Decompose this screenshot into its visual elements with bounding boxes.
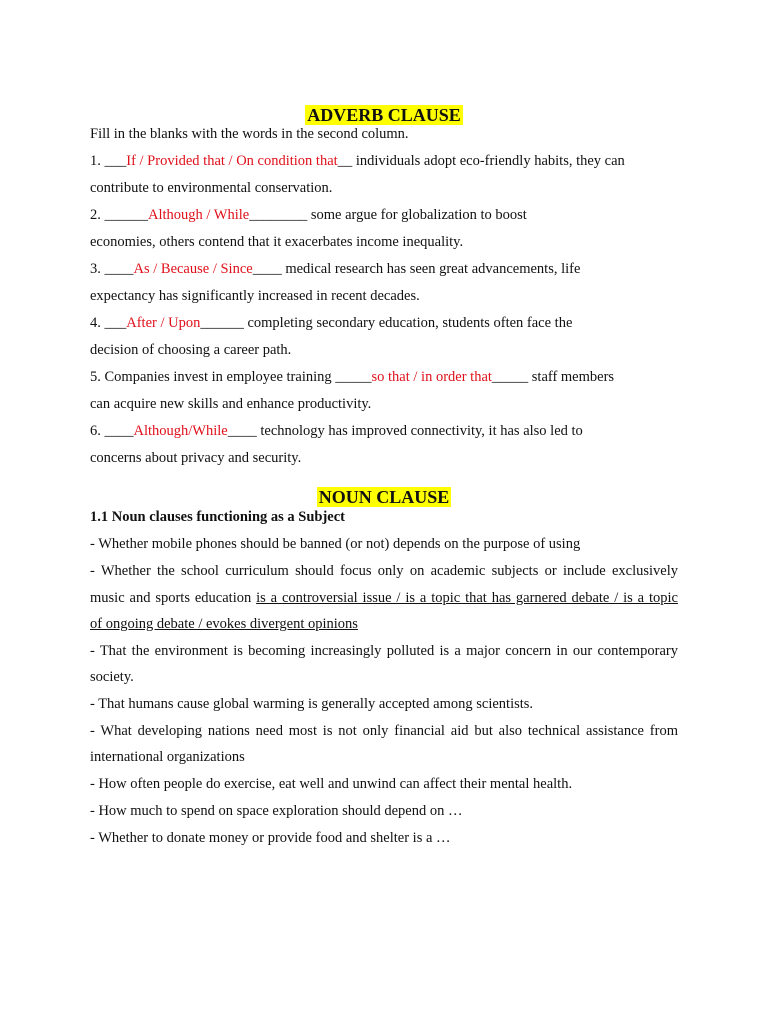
noun-example-1: - Whether mobile phones should be banned (or not) depends on the purpose of using xyxy=(90,536,581,552)
noun-example-2-cont: music and sports education is a controversial issue / is a topic that has garnered debate / is a topic xyxy=(90,590,678,606)
noun-example-5: - What developing nations need most is not only financial aid but also technical assistance from xyxy=(90,723,678,739)
noun-example-2: - Whether the school curriculum should focus only on academic subjects or include exclusively xyxy=(90,563,678,579)
noun-example-7: - How much to spend on space exploration should depend on … xyxy=(90,803,463,819)
noun-clause-heading: NOUN CLAUSE xyxy=(318,487,450,507)
answer-3: As / Because / Since xyxy=(133,261,253,277)
answer-6: Although/While xyxy=(133,423,228,439)
answer-2: Although / While xyxy=(148,207,250,223)
exercise-item-2: 2. ______Although / While________ some argue for globalization to boost xyxy=(90,207,527,223)
subject-subheading: 1.1 Noun clauses functioning as a Subject xyxy=(90,509,345,525)
exercise-item-4-cont: decision of choosing a career path. xyxy=(90,342,292,358)
answer-4: After / Upon xyxy=(126,315,201,331)
exercise-item-6-cont: concerns about privacy and security. xyxy=(90,450,302,466)
exercise-item-6: 6. ____Although/While____ technology has improved connectivity, it has also led to xyxy=(90,423,583,439)
exercise-item-5: 5. Companies invest in employee training _____so that / in order that_____ staff members xyxy=(90,369,615,385)
noun-example-8: - Whether to donate money or provide food and shelter is a … xyxy=(90,830,451,846)
exercise-item-3: 3. ____As / Because / Since____ medical research has seen great advancements, life xyxy=(90,261,581,277)
answer-5: so that / in order that xyxy=(371,369,492,385)
noun-example-6: - How often people do exercise, eat well and unwind can affect their mental health. xyxy=(90,776,573,792)
instruction-text: Fill in the blanks with the words in the second column. xyxy=(90,126,409,142)
exercise-item-2-cont: economies, others contend that it exacerbates income inequality. xyxy=(90,234,464,250)
exercise-item-3-cont: expectancy has significantly increased in recent decades. xyxy=(90,288,420,304)
noun-example-2-cont-2: of ongoing debate / evokes divergent opinions xyxy=(90,616,358,632)
underlined-answer: is a controversial issue / is a topic that has garnered debate / is a topic xyxy=(256,590,678,606)
noun-example-4: - That humans cause global warming is generally accepted among scientists. xyxy=(90,696,534,712)
noun-example-3: - That the environment is becoming increasingly polluted is a major concern in our contemporary xyxy=(90,643,678,659)
answer-1: If / Provided that / On condition that xyxy=(126,153,338,169)
noun-example-5-cont: international organizations xyxy=(90,749,245,765)
exercise-item-4: 4. ___After / Upon______ completing secondary education, students often face the xyxy=(90,315,573,331)
noun-example-3-cont: society. xyxy=(90,669,134,685)
exercise-item-5-cont: can acquire new skills and enhance productivity. xyxy=(90,396,372,412)
exercise-item-1: 1. ___If / Provided that / On condition that__ individuals adopt eco-friendly habits, they can xyxy=(90,153,625,169)
adverb-clause-heading: ADVERB CLAUSE xyxy=(307,105,461,125)
exercise-item-1-cont: contribute to environmental conservation. xyxy=(90,180,333,196)
